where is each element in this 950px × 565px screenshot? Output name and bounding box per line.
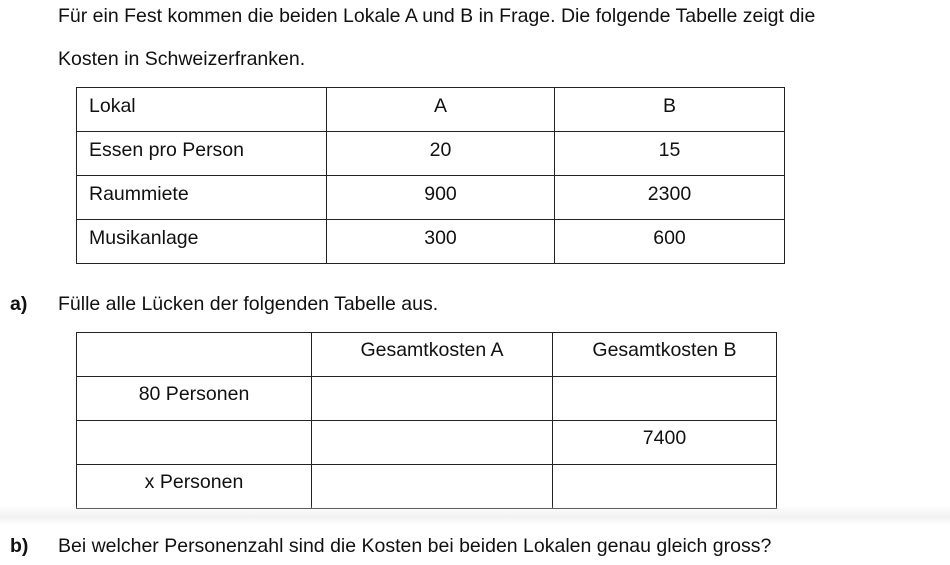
table-row xyxy=(77,132,785,176)
blank-cell-b[interactable] xyxy=(553,377,777,421)
intro-line-1: Für ein Fest kommen die beiden Lokale A und B in Frage. Die folgende Tabelle zeigt die xyxy=(58,5,816,27)
question-b-text: Bei welcher Personenzahl sind die Kosten bei beiden Lokalen genau gleich gross? xyxy=(58,535,772,557)
cell-b: 2300 xyxy=(555,176,785,220)
header-cell-b: B xyxy=(555,88,785,132)
question-b-label: b) xyxy=(10,535,29,557)
row-label: x Personen xyxy=(77,465,312,509)
header-cell-lokal: Lokal xyxy=(77,88,327,132)
cell-b: 15 xyxy=(555,132,785,176)
header-cell-empty xyxy=(77,333,312,377)
blank-cell-a[interactable] xyxy=(312,377,553,421)
question-a-text: Fülle alle Lücken der folgenden Tabelle aus. xyxy=(58,293,439,315)
row-label: Musikanlage xyxy=(77,220,327,264)
header-cell-a: A xyxy=(327,88,555,132)
costs-table xyxy=(76,87,785,264)
table-header-row xyxy=(77,333,777,377)
table-row xyxy=(77,176,785,220)
intro-line-2: Kosten in Schweizerfranken. xyxy=(58,48,306,70)
row-label: Essen pro Person xyxy=(77,132,327,176)
cell-b: 600 xyxy=(555,220,785,264)
blank-cell-a[interactable] xyxy=(312,465,553,509)
cell-a: 20 xyxy=(327,132,555,176)
table-row xyxy=(77,377,777,421)
fill-table xyxy=(76,332,777,509)
table-row xyxy=(77,220,785,264)
table-header-row xyxy=(77,88,785,132)
page-divider xyxy=(0,505,950,525)
row-label: Raummiete xyxy=(77,176,327,220)
table-row xyxy=(77,421,777,465)
question-a-label: a) xyxy=(10,293,28,315)
blank-row-label[interactable] xyxy=(77,421,312,465)
cell-a: 300 xyxy=(327,220,555,264)
row-label: 80 Personen xyxy=(77,377,312,421)
header-cell-gesamtkosten-b: Gesamtkosten B xyxy=(553,333,777,377)
blank-cell-a[interactable] xyxy=(312,421,553,465)
blank-cell-b[interactable] xyxy=(553,465,777,509)
header-cell-gesamtkosten-a: Gesamtkosten A xyxy=(312,333,553,377)
cell-b: 7400 xyxy=(553,421,777,465)
cell-a: 900 xyxy=(327,176,555,220)
table-row xyxy=(77,465,777,509)
